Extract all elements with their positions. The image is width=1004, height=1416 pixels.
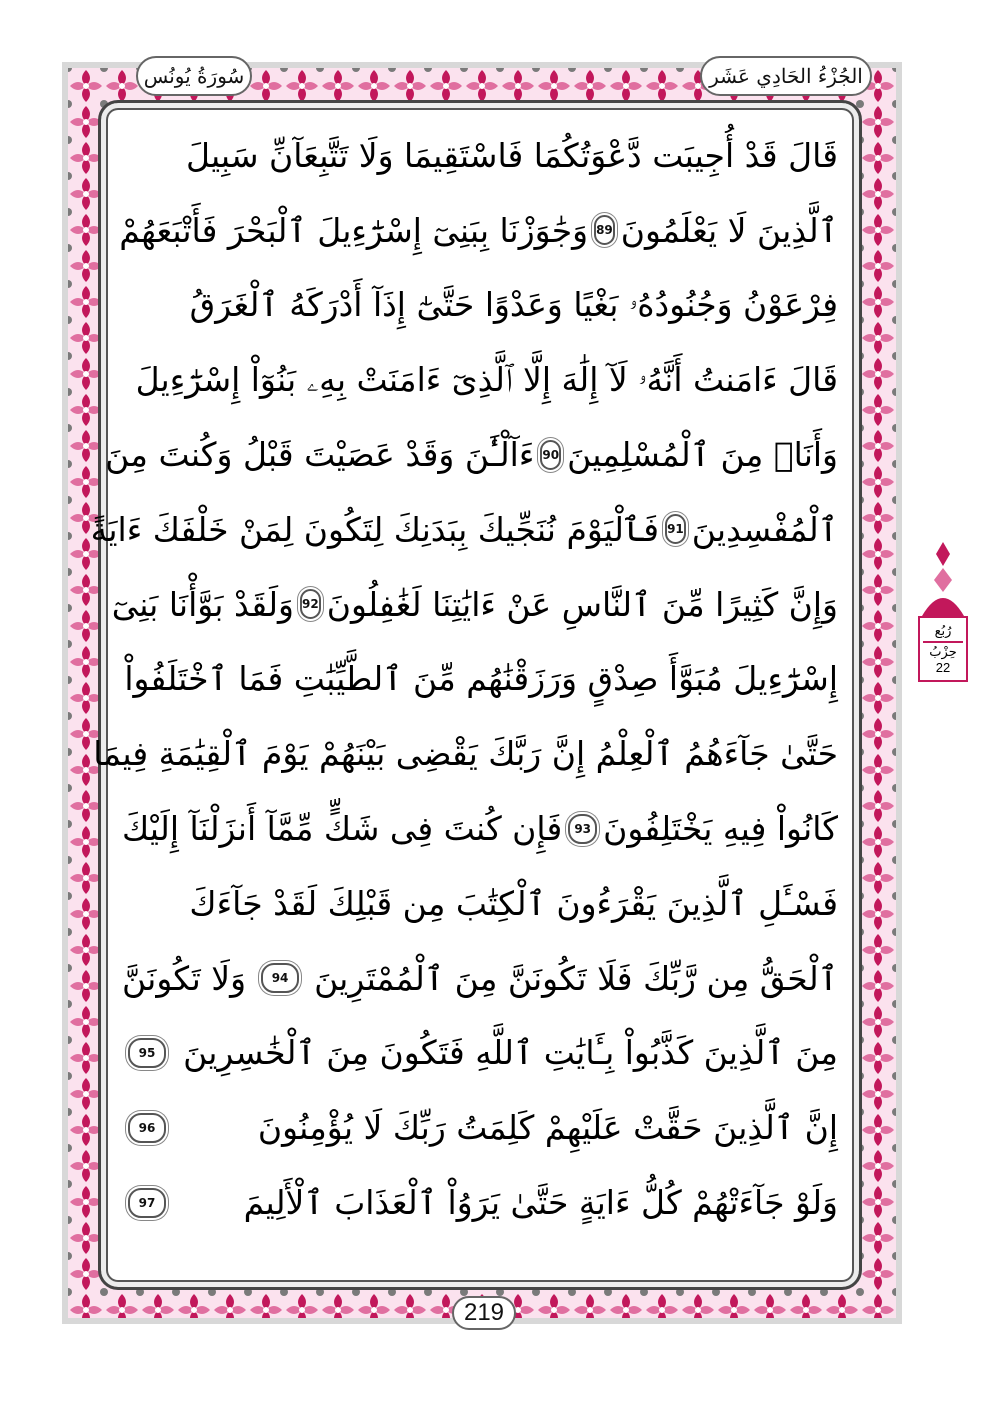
text-line [122, 791, 838, 866]
surah-name-text: سُورَةُ يُونُس [143, 64, 245, 88]
quran-text-lines [90, 118, 838, 1240]
verse-text: وَجَٰوَزْنَا بِبَنِىٓ إِسْرَٰٓءِيلَ ٱلْبَحْرَ فَأَتْبَعَهُمْ [119, 210, 589, 250]
text-line [122, 1016, 838, 1091]
page-number-text: 219 [463, 1299, 505, 1326]
ayah-number-marker: 97 [128, 1188, 166, 1218]
verse-text: وَإِنَّ كَثِيرًا مِّنَ ٱلنَّاسِ عَنْ ءَايَٰتِنَا لَغَٰفِلُونَ [326, 584, 838, 624]
text-line [122, 866, 838, 941]
verse-text: كَانُواْ فِيهِ يَخْتَلِفُونَ [603, 809, 838, 849]
verse-text: فَٱلْيَوْمَ نُنَجِّيكَ بِبَدَنِكَ لِتَكُونَ لِمَنْ خَلْفَكَ ءَايَةً [90, 509, 660, 549]
verse-text: وَلَوْ جَآءَتْهُمْ كُلُّ ءَايَةٍ حَتَّىٰ يَرَوُاْ ٱلْعَذَابَ ٱلْأَلِيمَ [243, 1183, 838, 1223]
verse-text: ٱلْحَقُّ مِن رَّبِّكَ فَلَا تَكُونَنَّ مِنَ ٱلْمُمْتَرِينَ [314, 958, 838, 998]
verse-text: قَالَ ءَامَنتُ أَنَّهُۥ لَآ إِلَٰهَ إِلَّا ٱلَّذِىٓ ءَامَنَتْ بِهِۦ بَنُوٓاْ إِسْرَٰٓءِيلَ [135, 359, 838, 399]
text-line [119, 193, 838, 268]
text-line [90, 492, 838, 567]
verse-text: إِنَّ ٱلَّذِينَ حَقَّتْ عَلَيْهِمْ كَلِمَتُ رَبِّكَ لَا يُؤْمِنُونَ [257, 1108, 838, 1148]
verse-text: حَتَّىٰ جَآءَهُمُ ٱلْعِلْمُ إِنَّ رَبَّكَ يَقْضِى بَيْنَهُمْ يَوْمَ ٱلْقِيَٰمَةِ فِيمَا [93, 734, 838, 774]
ayah-number-marker: 91 [665, 514, 686, 544]
ayah-number-marker: 90 [540, 440, 561, 470]
verse-text: وَأَنَا۠ مِنَ ٱلْمُسْلِمِينَ [567, 435, 838, 475]
hizb-label: حِزْبُ [929, 644, 957, 660]
text-line [122, 118, 838, 193]
text-line [122, 342, 838, 417]
ayah-number-marker: 89 [594, 215, 615, 245]
juz-name-text: الجُزْءُ الحَادِي عَشَر [709, 64, 863, 88]
verse-text: ءَآلْـَٰٔنَ وَقَدْ عَصَيْتَ قَبْلُ وَكُنتَ مِنَ [105, 435, 535, 475]
verse-text: وَلَقَدْ بَوَّأْنَا بَنِىٓ [111, 584, 294, 624]
text-line [105, 417, 838, 492]
text-line [93, 716, 838, 791]
ayah-number-marker: 96 [128, 1113, 166, 1143]
hizb-number: 22 [935, 659, 951, 675]
verse-text: إِسْرَٰٓءِيلَ مُبَوَّأَ صِدْقٍ وَرَزَقْنَٰهُم مِّنَ ٱلطَّيِّبَٰتِ فَمَا ٱخْتَلَفُواْ [124, 659, 838, 699]
verse-text: قَالَ قَدْ أُجِيبَت دَّعْوَتُكُمَا فَاسْتَقِيمَا وَلَا تَتَّبِعَآنِّ سَبِيلَ [185, 135, 838, 175]
verse-text: فِرْعَوْنُ وَجُنُودُهُۥ بَغْيًا وَعَدْوًا حَتَّىٰٓ إِذَآ أَدْرَكَهُ ٱلْغَرَقُ [189, 284, 838, 324]
ayah-number-marker: 95 [128, 1038, 166, 1068]
verse-text: مِنَ ٱلَّذِينَ كَذَّبُواْ بِـَٔايَٰتِ ٱللَّهِ فَتَكُونَ مِنَ ٱلْخَٰسِرِينَ [183, 1033, 838, 1073]
verse-text: وَلَا تَكُونَنَّ [122, 958, 247, 998]
verse-text: فَسْـَٔلِ ٱلَّذِينَ يَقْرَءُونَ ٱلْكِتَٰبَ مِن قَبْلِكَ لَقَدْ جَآءَكَ [189, 883, 838, 923]
text-line [122, 268, 838, 343]
text-line [122, 1165, 838, 1240]
ayah-number-marker: 93 [568, 814, 597, 844]
juz-name-label [700, 56, 872, 96]
hizb-marker [918, 616, 968, 682]
quarter-label: رُبُع [934, 623, 952, 639]
text-line [122, 642, 838, 717]
surah-name-label [136, 56, 252, 96]
verse-text: فَإِن كُنتَ فِى شَكٍّ مِّمَّآ أَنزَلْنَآ إِلَيْكَ [122, 809, 563, 849]
text-line [122, 941, 838, 1016]
verse-text: ٱلْمُفْسِدِينَ [691, 509, 838, 549]
text-line [122, 1090, 838, 1165]
ayah-number-marker: 92 [300, 589, 321, 619]
text-line [111, 567, 838, 642]
ayah-number-marker: 94 [261, 963, 299, 993]
verse-text: ٱلَّذِينَ لَا يَعْلَمُونَ [620, 210, 838, 250]
page-number [452, 1296, 516, 1330]
